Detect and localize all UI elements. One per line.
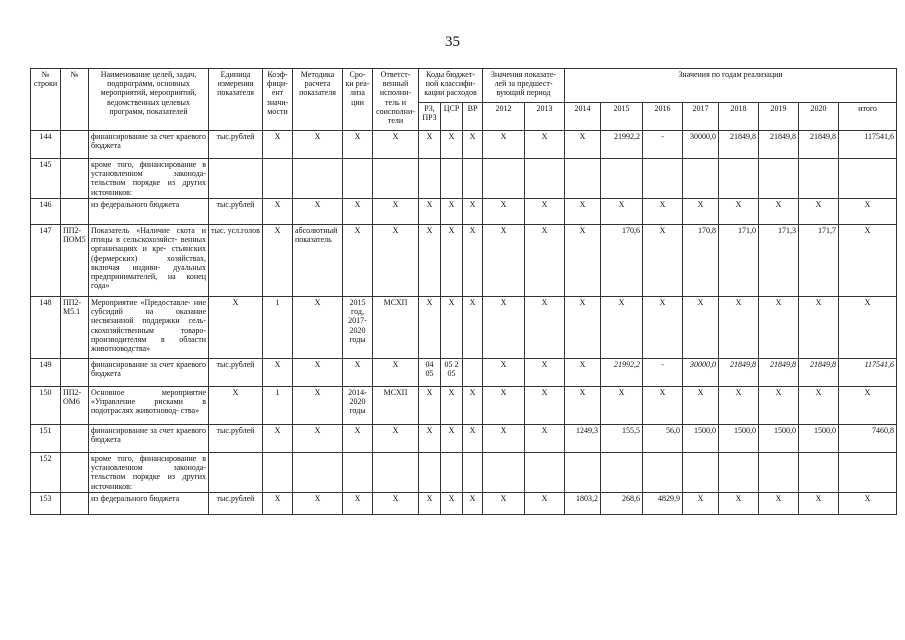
header-2012: 2012 xyxy=(483,103,525,131)
cell-rz: Х xyxy=(419,493,441,515)
header-exec: Ответст- венный исполни- тель и соисполни- тели xyxy=(373,69,419,131)
cell-num: ПП2- ОМ6 xyxy=(61,387,89,425)
cell-2016: Х xyxy=(643,297,683,359)
cell-vr: Х xyxy=(463,425,483,453)
header-term: Сро- ки реа- лиза ции xyxy=(343,69,373,131)
cell-2020: Х xyxy=(799,297,839,359)
cell-rz: Х xyxy=(419,425,441,453)
cell-name: кроме того, финансирование в установленном законода- тельством порядке из других источников: xyxy=(89,453,209,493)
header-unit: Единица измерения показателя xyxy=(209,69,263,131)
table-row xyxy=(31,131,897,159)
table-row xyxy=(31,225,897,297)
cell-exec: Х xyxy=(373,359,419,387)
cell-rz: Х xyxy=(419,131,441,159)
cell-2014: Х xyxy=(565,199,601,225)
cell-coef: Х xyxy=(263,199,293,225)
cell-2013: Х xyxy=(525,387,565,425)
cell-csr: 05 2 05 xyxy=(441,359,463,387)
header-row-no: № строки xyxy=(31,69,61,131)
cell-csr: Х xyxy=(441,199,463,225)
cell-rz: Х xyxy=(419,225,441,297)
cell-name: финансирование за счет краевого бюджета xyxy=(89,359,209,387)
header-name: Наименование целей, задач, подпрограмм, основных мероприятий, мероприятий, ведомственных целевых программ, показателей xyxy=(89,69,209,131)
cell-rz: Х xyxy=(419,387,441,425)
header-2017: 2017 xyxy=(683,103,719,131)
cell-2017: 170,8 xyxy=(683,225,719,297)
cell-exec: МСХП xyxy=(373,297,419,359)
cell-2012: Х xyxy=(483,131,525,159)
cell-2012: Х xyxy=(483,387,525,425)
header-csr: ЦСР xyxy=(441,103,463,131)
cell-num: ПП2- М5.1 xyxy=(61,297,89,359)
cell-2017: Х xyxy=(683,297,719,359)
cell-row: 152 xyxy=(31,453,61,493)
cell-2012: Х xyxy=(483,225,525,297)
header-rz: РЗ, ПРЗ xyxy=(419,103,441,131)
cell-2016: Х xyxy=(643,387,683,425)
cell-vr: Х xyxy=(463,225,483,297)
cell-2016: 56,0 xyxy=(643,425,683,453)
cell-2014: Х xyxy=(565,359,601,387)
cell-vr: Х xyxy=(463,297,483,359)
cell-2020: Х xyxy=(799,493,839,515)
cell-vr: Х xyxy=(463,199,483,225)
cell-2020: 21849,8 xyxy=(799,131,839,159)
table-row xyxy=(31,359,897,387)
header-method: Методика расчета показателя xyxy=(293,69,343,131)
cell-2012: Х xyxy=(483,359,525,387)
cell-total: Х xyxy=(839,199,897,225)
cell-unit: тыс.рублей xyxy=(209,131,263,159)
table-row xyxy=(31,159,897,199)
table-header xyxy=(31,69,897,131)
cell-total: Х xyxy=(839,225,897,297)
cell-2013: Х xyxy=(525,493,565,515)
cell-csr: Х xyxy=(441,297,463,359)
cell-2014: Х xyxy=(565,297,601,359)
cell-name: из федерального бюджета xyxy=(89,493,209,515)
header-codes: Коды бюджет- ной классифи- кации расходов xyxy=(419,69,483,103)
cell-exec: Х xyxy=(373,493,419,515)
cell-row: 144 xyxy=(31,131,61,159)
cell-coef: Х xyxy=(263,225,293,297)
cell-2016: 4829,9 xyxy=(643,493,683,515)
cell-num xyxy=(61,359,89,387)
header-2018: 2018 xyxy=(719,103,759,131)
cell-csr: Х xyxy=(441,131,463,159)
cell-2015: 155,5 xyxy=(601,425,643,453)
cell-name: Мероприятие «Предоставле- ние субсидий на оказание несвязанной поддержки сель- скохозяйственным товаро- производителям в области животноводства» xyxy=(89,297,209,359)
cell-num xyxy=(61,199,89,225)
cell-2015: Х xyxy=(601,297,643,359)
cell-vr: Х xyxy=(463,131,483,159)
cell-2020: 21849,8 xyxy=(799,359,839,387)
cell-num: ПП2- ПОМ5 xyxy=(61,225,89,297)
cell-method: абсолютный показатель xyxy=(293,225,343,297)
cell-2013: Х xyxy=(525,425,565,453)
cell-method: Х xyxy=(293,131,343,159)
cell-unit: тыс. усл.голов xyxy=(209,225,263,297)
cell-2012: Х xyxy=(483,425,525,453)
cell-2014: Х xyxy=(565,387,601,425)
cell-coef: Х xyxy=(263,131,293,159)
cell-2018: Х xyxy=(719,297,759,359)
header-2014: 2014 xyxy=(565,103,601,131)
cell-coef: 1 xyxy=(263,387,293,425)
cell-method: Х xyxy=(293,493,343,515)
cell-term: Х xyxy=(343,359,373,387)
cell-2013: Х xyxy=(525,297,565,359)
cell-num xyxy=(61,131,89,159)
header-2013: 2013 xyxy=(525,103,565,131)
cell-2018: 21849,8 xyxy=(719,131,759,159)
cell-method: Х xyxy=(293,199,343,225)
cell-unit: тыс.рублей xyxy=(209,425,263,453)
cell-2016: Х xyxy=(643,199,683,225)
cell-term: Х xyxy=(343,225,373,297)
cell-unit: тыс.рублей xyxy=(209,493,263,515)
cell-2018: Х xyxy=(719,387,759,425)
cell-2015: 21992,2 xyxy=(601,131,643,159)
cell-vr xyxy=(463,359,483,387)
table-row xyxy=(31,199,897,225)
cell-2017: 1500,0 xyxy=(683,425,719,453)
cell-2014: Х xyxy=(565,131,601,159)
cell-2015: 21992,2 xyxy=(601,359,643,387)
cell-row: 145 xyxy=(31,159,61,199)
cell-2017: Х xyxy=(683,387,719,425)
cell-csr: Х xyxy=(441,493,463,515)
cell-2015: Х xyxy=(601,199,643,225)
cell-name: финансирование за счет краевого бюджета xyxy=(89,131,209,159)
cell-2018: Х xyxy=(719,199,759,225)
cell-coef: 1 xyxy=(263,297,293,359)
cell-2019: Х xyxy=(759,199,799,225)
cell-2013: Х xyxy=(525,131,565,159)
header-coef: Коэф- фици- ент значи- мости xyxy=(263,69,293,131)
table-body xyxy=(31,131,897,515)
cell-2019: Х xyxy=(759,387,799,425)
cell-csr: Х xyxy=(441,225,463,297)
cell-2016: - xyxy=(643,131,683,159)
cell-2020: 1500,0 xyxy=(799,425,839,453)
cell-2019: 21849,8 xyxy=(759,359,799,387)
cell-2017: Х xyxy=(683,199,719,225)
cell-2019: Х xyxy=(759,297,799,359)
cell-term: Х xyxy=(343,199,373,225)
cell-row: 149 xyxy=(31,359,61,387)
cell-2018: Х xyxy=(719,493,759,515)
cell-total: 117541,6 xyxy=(839,131,897,159)
cell-2012: Х xyxy=(483,199,525,225)
cell-2013: Х xyxy=(525,359,565,387)
cell-2019: 171,3 xyxy=(759,225,799,297)
cell-rz: Х xyxy=(419,297,441,359)
header-2015: 2015 xyxy=(601,103,643,131)
cell-rz: 04 05 xyxy=(419,359,441,387)
header-no: № xyxy=(61,69,89,131)
cell-2017: 30000,0 xyxy=(683,359,719,387)
table-row xyxy=(31,493,897,515)
cell-total: 7460,8 xyxy=(839,425,897,453)
cell-coef: Х xyxy=(263,359,293,387)
cell-name: из федерального бюджета xyxy=(89,199,209,225)
cell-2018: 171,0 xyxy=(719,225,759,297)
cell-method: Х xyxy=(293,425,343,453)
table-row xyxy=(31,453,897,493)
cell-2019: Х xyxy=(759,493,799,515)
cell-row: 151 xyxy=(31,425,61,453)
cell-row: 148 xyxy=(31,297,61,359)
table-row xyxy=(31,297,897,359)
cell-exec: Х xyxy=(373,425,419,453)
cell-2015: 170,6 xyxy=(601,225,643,297)
cell-2015: 268,6 xyxy=(601,493,643,515)
cell-row: 153 xyxy=(31,493,61,515)
header-years: Значения по годам реализации xyxy=(565,69,897,103)
cell-total: Х xyxy=(839,387,897,425)
cell-2012: Х xyxy=(483,493,525,515)
cell-exec: Х xyxy=(373,199,419,225)
cell-2014: Х xyxy=(565,225,601,297)
table-row xyxy=(31,387,897,425)
program-table xyxy=(30,68,897,515)
cell-term: Х xyxy=(343,131,373,159)
cell-name: Основное мероприятие «Управление рисками в подотраслях животновод- ства» xyxy=(89,387,209,425)
cell-unit: Х xyxy=(209,297,263,359)
cell-name: кроме того, финансирование в установленном законода- тельством порядке из других источников: xyxy=(89,159,209,199)
cell-vr: Х xyxy=(463,493,483,515)
cell-2013: Х xyxy=(525,225,565,297)
cell-2020: Х xyxy=(799,387,839,425)
cell-term: Х xyxy=(343,493,373,515)
cell-total: 117541,6 xyxy=(839,359,897,387)
cell-rz: Х xyxy=(419,199,441,225)
header-2019: 2019 xyxy=(759,103,799,131)
cell-2018: 1500,0 xyxy=(719,425,759,453)
cell-2019: 21849,8 xyxy=(759,131,799,159)
cell-row: 150 xyxy=(31,387,61,425)
cell-2017: 30000,0 xyxy=(683,131,719,159)
cell-coef: Х xyxy=(263,425,293,453)
header-prev: Значения показате- лей за предшест- вующий период xyxy=(483,69,565,103)
cell-unit: тыс.рублей xyxy=(209,199,263,225)
header-2020: 2020 xyxy=(799,103,839,131)
cell-term: 2015 год, 2017- 2020 годы xyxy=(343,297,373,359)
cell-2020: 171,7 xyxy=(799,225,839,297)
cell-2020: Х xyxy=(799,199,839,225)
cell-term: 2014- 2020 годы xyxy=(343,387,373,425)
cell-name: финансирование за счет краевого бюджета xyxy=(89,425,209,453)
cell-name: Показатель «Наличие скота и птицы в сельскохозяйст- венных организациях и кре- стьянских (фермерских) хозяйствах, включая индиви- дуальных предпринимателей, на конец года» xyxy=(89,225,209,297)
table-row xyxy=(31,425,897,453)
header-2016: 2016 xyxy=(643,103,683,131)
cell-2015: Х xyxy=(601,387,643,425)
cell-row: 146 xyxy=(31,199,61,225)
cell-exec: МСХП xyxy=(373,387,419,425)
cell-vr: Х xyxy=(463,387,483,425)
cell-2013: Х xyxy=(525,199,565,225)
cell-num xyxy=(61,493,89,515)
cell-exec: Х xyxy=(373,225,419,297)
cell-num xyxy=(61,425,89,453)
cell-2018: 21849,8 xyxy=(719,359,759,387)
cell-2016: Х xyxy=(643,225,683,297)
header-vr: ВР xyxy=(463,103,483,131)
cell-unit: тыс.рублей xyxy=(209,359,263,387)
cell-2019: 1500,0 xyxy=(759,425,799,453)
page-number: 35 xyxy=(445,34,460,50)
cell-method: Х xyxy=(293,387,343,425)
cell-2017: Х xyxy=(683,493,719,515)
header-total: итого xyxy=(839,103,897,131)
cell-method: Х xyxy=(293,359,343,387)
cell-method: Х xyxy=(293,297,343,359)
cell-2014: 1803,2 xyxy=(565,493,601,515)
cell-row: 147 xyxy=(31,225,61,297)
cell-csr: Х xyxy=(441,425,463,453)
cell-total: Х xyxy=(839,297,897,359)
cell-term: Х xyxy=(343,425,373,453)
cell-2016: - xyxy=(643,359,683,387)
cell-coef: Х xyxy=(263,493,293,515)
cell-csr: Х xyxy=(441,387,463,425)
cell-unit: Х xyxy=(209,387,263,425)
cell-2014: 1249,3 xyxy=(565,425,601,453)
cell-2012: Х xyxy=(483,297,525,359)
cell-exec: Х xyxy=(373,131,419,159)
cell-total: Х xyxy=(839,493,897,515)
